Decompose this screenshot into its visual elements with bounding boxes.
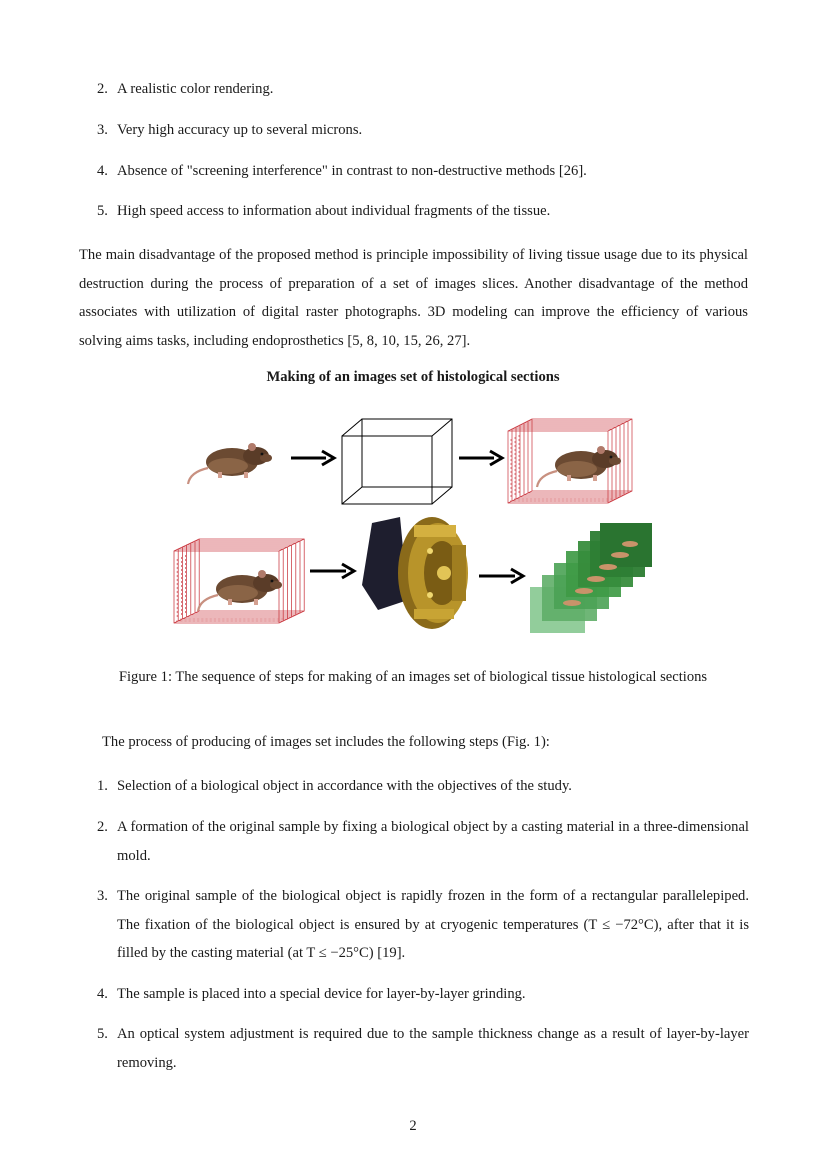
list-item-number: 4. xyxy=(97,986,108,1002)
list-item-number: 2. xyxy=(97,81,108,97)
list-item xyxy=(97,813,749,870)
histological-slices-illustration xyxy=(530,523,652,633)
list-item-text: Very high accuracy up to several microns. xyxy=(117,122,363,138)
rat-in-mold-illustration xyxy=(508,419,632,503)
figure-title: Making of an images set of histological sections xyxy=(266,369,560,385)
list-item xyxy=(97,116,749,145)
body-paragraph: The process of producing of images set includes the following steps (Fig. 1): xyxy=(102,734,550,750)
list-item-text: Selection of a biological object in accordance with the objectives of the study. xyxy=(117,778,572,794)
list-item xyxy=(97,882,749,968)
list-item-number: 4. xyxy=(97,163,108,179)
list-item-text: An optical system adjustment is required due to the sample thickness change as a result of layer-by-layer removing. xyxy=(117,1026,749,1071)
list-item-text: Absence of "screening interference" in contrast to non-destructive methods [26]. xyxy=(117,163,587,179)
list-item-number: 5. xyxy=(97,203,108,219)
rat-in-mold-illustration xyxy=(174,539,304,623)
list-item-text: High speed access to information about individual fragments of the tissue. xyxy=(117,203,551,219)
body-paragraph: The main disadvantage of the proposed method is principle impossibility of living tissue usage due to its physical destruction during the process of preparation of a set of images slices. Another disadvantage of the method associates with utilization of digital raster photographs. 3D modeling can improve the efficiency of various solving aims tasks, including endoprosthetics [5, 8, 10, 15, 26, 27]. xyxy=(79,247,748,349)
page-number: 2 xyxy=(409,1118,417,1134)
list-item-number: 3. xyxy=(97,122,108,138)
mold-box-illustration xyxy=(342,419,452,504)
arrow-right-icon xyxy=(291,451,334,465)
list-item xyxy=(97,772,749,801)
arrow-right-icon xyxy=(310,564,354,578)
list-item xyxy=(97,1020,749,1077)
list-item xyxy=(97,75,749,104)
figure-illustration xyxy=(0,405,826,665)
rat-illustration xyxy=(188,443,272,484)
grinding-device-illustration xyxy=(362,517,468,629)
arrow-right-icon xyxy=(479,569,523,583)
list-item-text: A realistic color rendering. xyxy=(117,81,274,97)
list-item xyxy=(97,197,749,226)
list-item-number: 1. xyxy=(97,778,108,794)
list-item xyxy=(97,980,749,1009)
list-item-text: The sample is placed into a special device for layer-by-layer grinding. xyxy=(117,986,526,1002)
list-item-number: 2. xyxy=(97,819,108,835)
list-item-text: The original sample of the biological object is rapidly frozen in the form of a rectangular parallelepiped. The fixation of the biological object is ensured by at cryogenic temperatures (T ≤ −72°C), after that it is filled by the casting material (at T ≤ −25°C) [19]. xyxy=(117,888,749,961)
list-item xyxy=(97,157,749,186)
list-item-number: 5. xyxy=(97,1026,108,1042)
list-item-number: 3. xyxy=(97,888,108,904)
list-item-text: A formation of the original sample by fixing a biological object by a casting material in a three-dimensional mold. xyxy=(117,819,749,864)
figure-caption: Figure 1: The sequence of steps for making of an images set of biological tissue histological sections xyxy=(118,669,708,685)
arrow-right-icon xyxy=(459,451,502,465)
